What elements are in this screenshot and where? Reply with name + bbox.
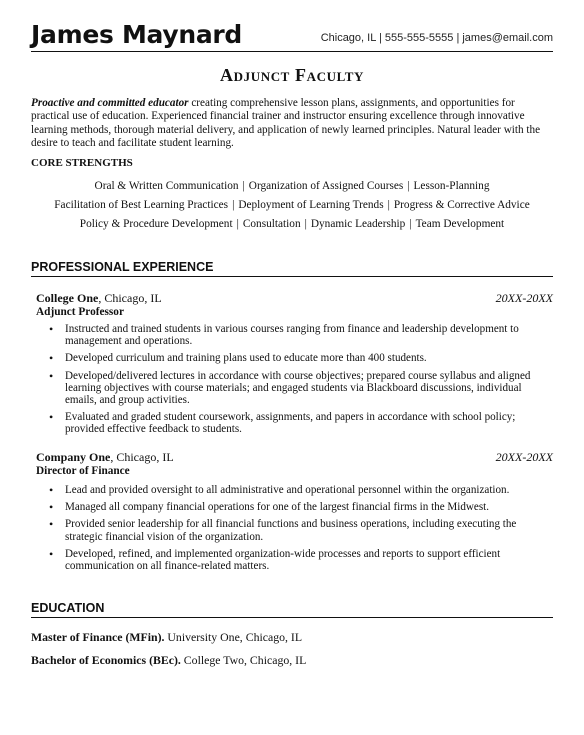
resume-header <box>31 20 553 52</box>
job-bullet: • Evaluated and graded student coursework, assignments, and papers in accordance with school policy; provided effective feedback to students. <box>47 411 553 435</box>
professional-summary <box>31 97 553 150</box>
job-role: Adjunct Professor <box>36 306 124 318</box>
job-bullet: • Developed curriculum and training plans used to educate more than 400 students. <box>47 352 553 364</box>
job-dates: 20XX-20XX <box>495 291 553 305</box>
strength-item: Deployment of Learning Trends <box>238 199 384 211</box>
strength-item: Policy & Procedure Development <box>79 218 233 230</box>
school-name: College Two, Chicago, IL <box>180 653 307 667</box>
strengths-row <box>31 180 553 192</box>
strengths-row <box>31 218 553 230</box>
header-divider <box>31 51 553 52</box>
core-strengths-label: CORE STRENGTHS <box>31 157 133 169</box>
company-name: College One <box>36 291 99 305</box>
summary-line: desire to teach and facilitate student learning. <box>31 136 234 149</box>
strength-item: Lesson-Planning <box>413 180 490 192</box>
job-organization <box>36 291 162 306</box>
strength-separator: | <box>409 218 412 230</box>
job-organization <box>36 450 174 465</box>
job-bullet: • Provided senior leadership for all financial functions and business operations, including executing the strategic financial vision of the organization. <box>47 518 553 542</box>
strength-item: Organization of Assigned Courses <box>248 180 404 192</box>
contact-info: Chicago, IL | 555-555-5555 | james@email.com <box>320 32 553 44</box>
company-name: Company One <box>36 450 111 464</box>
target-job-title: Adjunct Faculty <box>220 65 364 85</box>
summary-line: learning methods, thorough material delivery, and application of newly learned principles. Natural leader with the <box>31 123 541 136</box>
candidate-name: James Maynard <box>31 20 243 49</box>
summary-line: creating comprehensive lesson plans, assignments, and opportunities for <box>188 97 515 109</box>
job-bullet: • Developed/delivered lectures in accordance with course objectives; prepared course syllabus and aligned learning objectives with course materials; and engaged students via Blackboard discussions, individual emails, and group activities. <box>47 370 553 407</box>
degree-name: Master of Finance (MFin). <box>31 630 165 644</box>
strength-separator: | <box>232 199 235 211</box>
job-bullet: • Instructed and trained students in various courses ranging from finance and leadership development to management and operations. <box>47 323 553 347</box>
experience-heading: PROFESSIONAL EXPERIENCE <box>31 260 553 277</box>
job-bullet: • Lead and provided oversight to all administrative and operational personnel within the organization. <box>47 484 553 496</box>
strength-item: Oral & Written Communication <box>94 180 239 192</box>
education-item <box>31 653 306 668</box>
strength-item: Dynamic Leadership <box>310 218 406 230</box>
strengths-row <box>31 199 553 211</box>
company-location: , Chicago, IL <box>110 450 174 464</box>
summary-lead: Proactive and committed educator <box>31 97 189 109</box>
company-location: , Chicago, IL <box>98 291 162 305</box>
strength-separator: | <box>387 199 390 211</box>
job-bullet: • Developed, refined, and implemented organization-wide processes and reports to support efficient communication on all finance-related matters. <box>47 548 553 572</box>
school-name: University One, Chicago, IL <box>164 630 303 644</box>
strength-item: Consultation <box>242 218 301 230</box>
job-bullets <box>47 323 553 441</box>
strength-item: Team Development <box>415 218 505 230</box>
strength-separator: | <box>407 180 410 192</box>
job-bullet: • Managed all company financial operations for one of the largest financial firms in the Midwest. <box>47 501 553 513</box>
education-item <box>31 630 302 645</box>
job-dates: 20XX-20XX <box>495 450 553 464</box>
strength-separator: | <box>304 218 307 230</box>
job-bullets <box>47 484 553 577</box>
degree-name: Bachelor of Economics (BEc). <box>31 653 181 667</box>
summary-line: practical use of education. Experienced financial trainer and instructor ensuring excellence through innovative <box>31 110 525 123</box>
strength-item: Progress & Corrective Advice <box>393 199 530 211</box>
strength-item: Facilitation of Best Learning Practices <box>54 199 229 211</box>
strength-separator: | <box>236 218 239 230</box>
education-heading: EDUCATION <box>31 601 553 618</box>
job-role: Director of Finance <box>36 465 130 477</box>
strength-separator: | <box>242 180 245 192</box>
